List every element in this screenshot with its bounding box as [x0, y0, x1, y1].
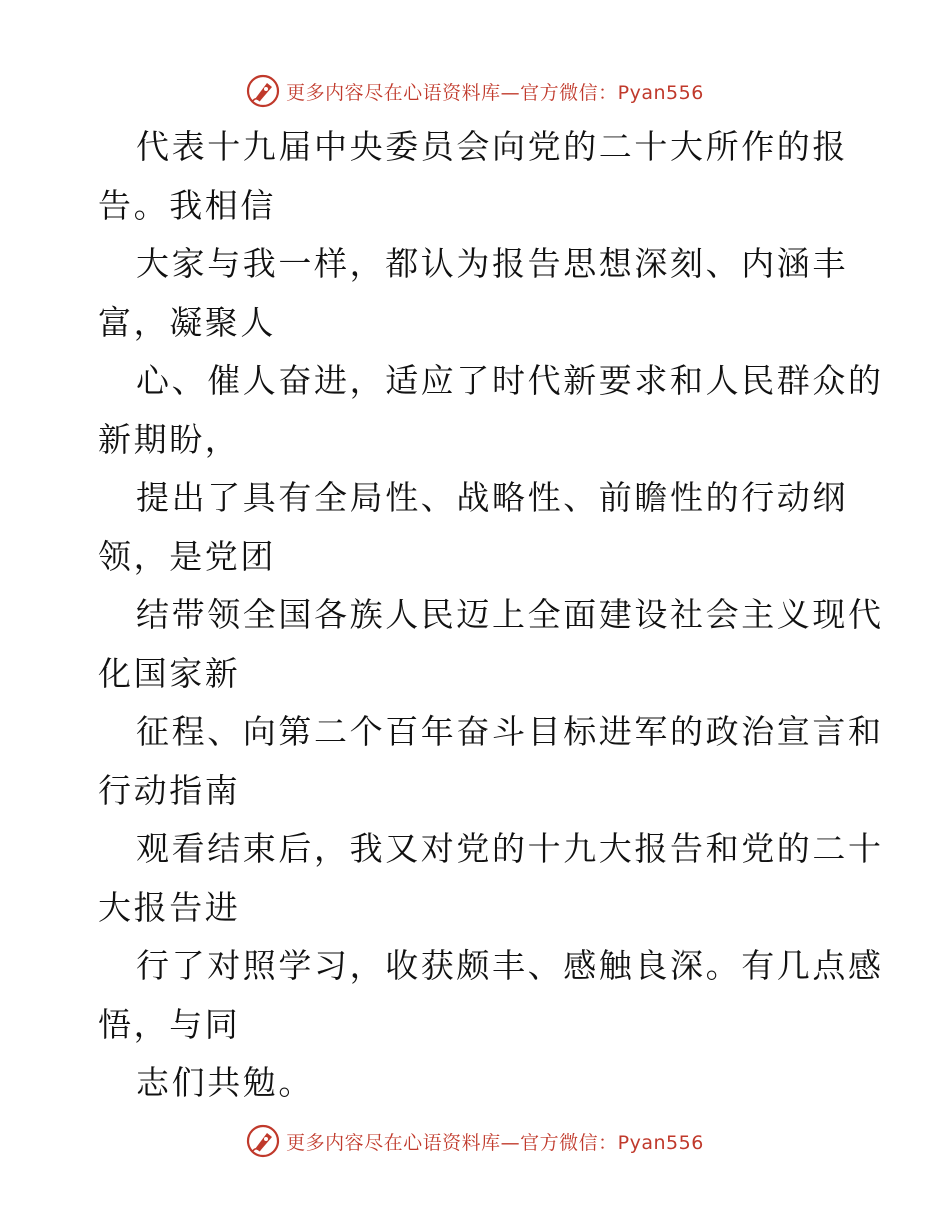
text-line: 告。我相信 — [98, 185, 276, 225]
text-line: 领，是党团 — [98, 536, 276, 576]
text-line: 行动指南 — [98, 770, 241, 810]
text-line: 观看结束后，我又对党的十九大报告和党的二十 — [136, 829, 884, 868]
banner-text: 更多内容尽在心语资料库—官方微信：Pyan556 — [286, 81, 704, 104]
footer-banner — [0, 1121, 950, 1161]
document-body — [98, 118, 884, 1113]
banner-text: 更多内容尽在心语资料库—官方微信：Pyan556 — [286, 1131, 704, 1154]
text-line: 悟，与同 — [98, 1004, 241, 1044]
text-line: 化国家新 — [98, 653, 241, 693]
text-line: 结带领全国各族人民迈上全面建设社会主义现代 — [136, 595, 884, 634]
text-line: 大报告进 — [98, 887, 241, 927]
text-line: 征程、向第二个百年奋斗目标进军的政治宣言和 — [136, 712, 884, 751]
text-line: 提出了具有全局性、战略性、前瞻性的行动纲 — [136, 478, 848, 517]
text-line: 志们共勉。 — [136, 1063, 314, 1102]
text-line: 富，凝聚人 — [98, 302, 276, 342]
text-line: 心、催人奋进，适应了时代新要求和人民群众的 — [136, 361, 884, 400]
pen-nib-logo-icon — [246, 1124, 280, 1158]
header-banner — [0, 71, 950, 111]
pen-nib-logo-icon — [246, 74, 280, 108]
text-line: 新期盼， — [98, 419, 241, 459]
text-line: 大家与我一样，都认为报告思想深刻、内涵丰 — [136, 244, 848, 283]
text-line: 行了对照学习，收获颇丰、感触良深。有几点感 — [136, 946, 884, 985]
text-line: 代表十九届中央委员会向党的二十大所作的报 — [136, 127, 848, 166]
